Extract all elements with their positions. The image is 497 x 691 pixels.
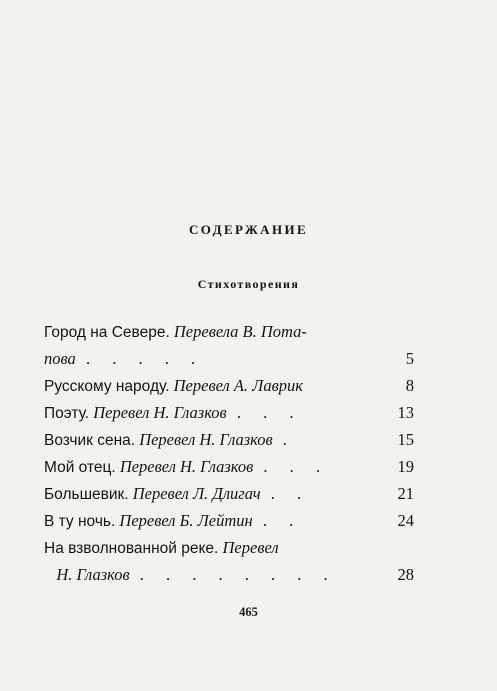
entry-title: В ту ночь.: [44, 513, 116, 530]
table-of-contents: [44, 318, 414, 588]
entry-title: На взволнованной реке.: [44, 540, 219, 557]
leader-dots: . . . . .: [85, 349, 205, 368]
entry-page: 8: [405, 376, 414, 395]
entry-translator: Н. Глазков: [56, 565, 130, 584]
toc-entry[interactable]: [44, 399, 414, 426]
entry-title: Возчик сена.: [44, 432, 136, 449]
entry-translator: Перевел Н. Глазков: [93, 403, 227, 422]
entry-translator: Перевел: [222, 538, 279, 557]
leader-dots: . .: [262, 511, 303, 530]
contents-heading: СОДЕРЖАНИЕ: [188, 222, 309, 237]
entry-title: Русскому народу.: [44, 378, 170, 395]
entry-title: Мой отец.: [44, 459, 116, 476]
entry-page: 19: [397, 457, 414, 476]
entry-translator: Перевел Н. Глазков: [139, 430, 273, 449]
entry-page: 13: [397, 403, 414, 422]
entry-translator: Перевел Н. Глазков: [119, 457, 254, 476]
entry-translator: Перевела В. Пота-: [173, 322, 307, 341]
entry-page: 21: [397, 484, 414, 503]
entry-translator: пова: [44, 349, 76, 368]
entry-title: Город на Севере.: [44, 324, 170, 341]
entry-page: 5: [405, 349, 414, 368]
toc-entry[interactable]: [44, 561, 414, 588]
toc-entry[interactable]: [44, 534, 414, 561]
leader-dots: .: [282, 430, 296, 449]
entry-translator: Перевел Л. Длигач: [132, 484, 261, 503]
entry-title: Поэту.: [44, 405, 90, 422]
entry-translator: Перевел А. Лаврик: [173, 376, 303, 395]
entry-page: 24: [397, 511, 414, 530]
leader-dots: . .: [270, 484, 311, 503]
leader-dots: . . . . . . . .: [139, 565, 337, 584]
page-number: 465: [239, 605, 258, 619]
entry-translator: Перевел Б. Лейтин: [119, 511, 253, 530]
toc-entry[interactable]: [44, 453, 414, 480]
entry-page: 15: [397, 430, 414, 449]
leader-dots: . . .: [263, 457, 330, 476]
toc-entry[interactable]: [44, 480, 414, 507]
entry-page: 28: [397, 565, 414, 584]
entry-title: Большевик.: [44, 486, 129, 503]
toc-entry[interactable]: [44, 372, 414, 399]
toc-entry[interactable]: [44, 345, 414, 372]
toc-entry[interactable]: [44, 426, 414, 453]
toc-entry[interactable]: [44, 318, 414, 345]
leader-dots: . . .: [236, 403, 303, 422]
section-heading: Стихотворения: [197, 277, 300, 291]
toc-entry[interactable]: [44, 507, 414, 534]
